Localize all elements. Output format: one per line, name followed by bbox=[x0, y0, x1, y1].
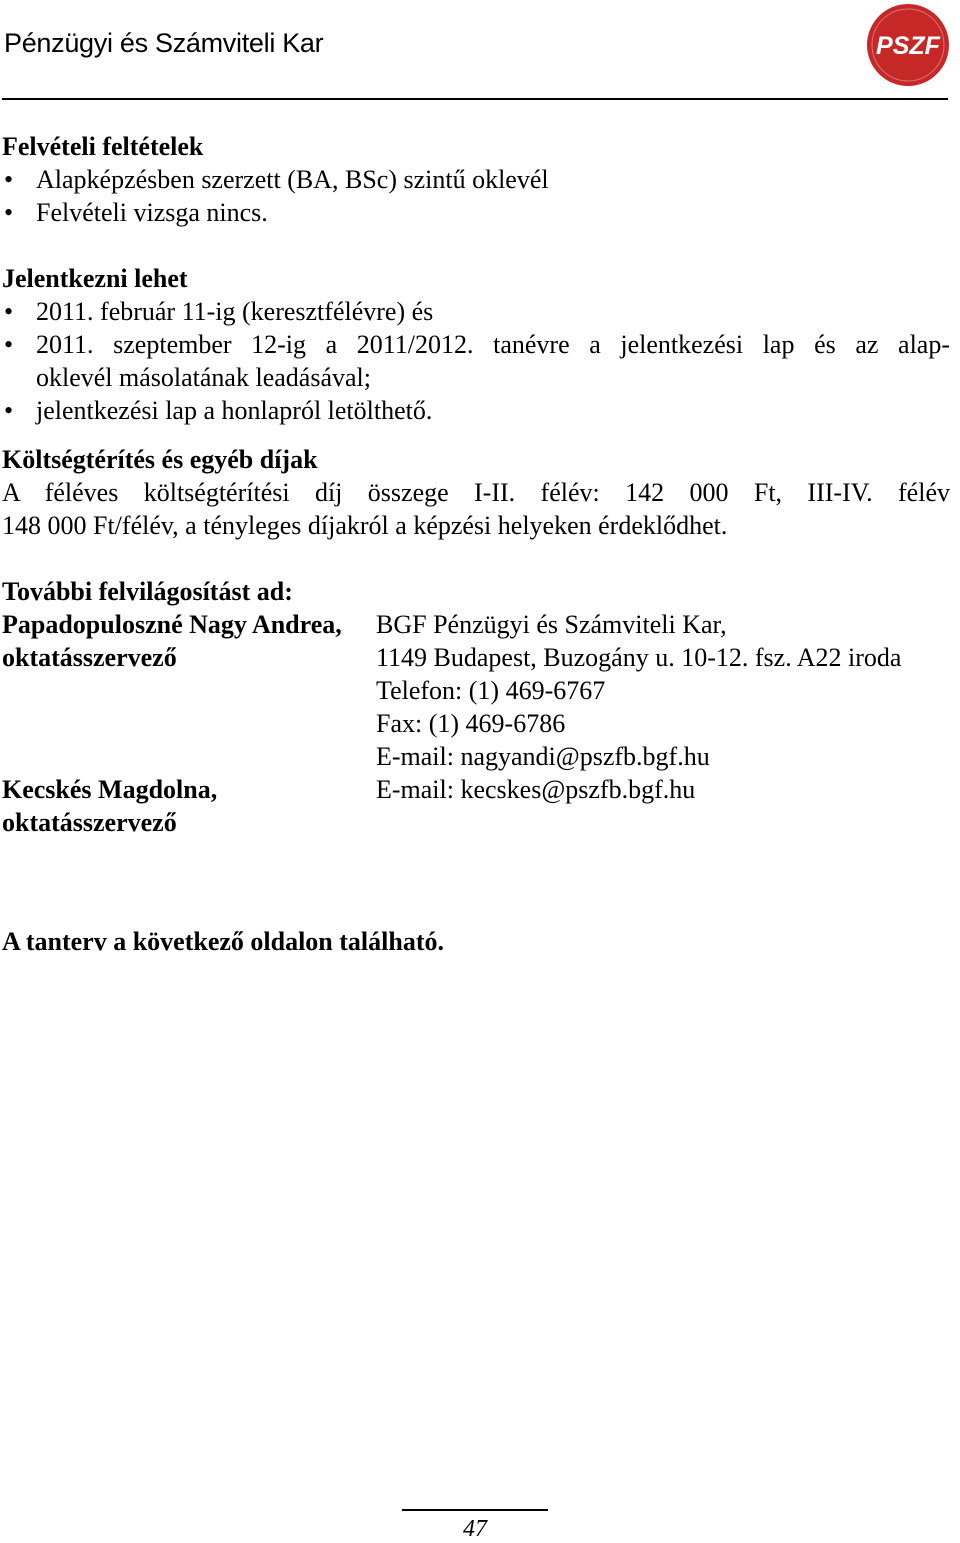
contacts-heading: További felvilágosítást ad: bbox=[2, 577, 293, 606]
contact-role: oktatásszervező bbox=[2, 808, 177, 837]
closing-note: A tanterv a következő oldalon található. bbox=[2, 927, 444, 956]
fees-line: 148 000 Ft/félév, a tényleges díjakról a képzési helyeken érdeklődhet. bbox=[2, 511, 728, 540]
application-heading: Jelentkezni lehet bbox=[2, 264, 188, 293]
contact-person-1 bbox=[2, 608, 376, 773]
fees-line: A féléves költségtérítési díj összege I-II. félév: 142 000 Ft, III-IV. félév bbox=[2, 478, 950, 507]
phone: Telefon: (1) 469-6767 bbox=[376, 676, 606, 705]
fees-heading: Költségtérítés és egyéb díjak bbox=[2, 445, 318, 474]
contact-role: oktatásszervező bbox=[2, 643, 177, 672]
page-number: 47 bbox=[463, 1516, 487, 1542]
contact-name: Papadopuloszné Nagy Andrea, bbox=[2, 610, 342, 639]
list-item: • Felvételi vizsga nincs. bbox=[2, 196, 950, 229]
email-link[interactable]: E-mail: nagyandi@pszfb.bgf.hu bbox=[376, 742, 710, 771]
footer-divider bbox=[402, 1509, 548, 1511]
address: 1149 Budapest, Buzogány u. 10-12. fsz. A22 iroda bbox=[376, 643, 902, 672]
email-link[interactable]: E-mail: kecskes@pszfb.bgf.hu bbox=[376, 775, 696, 804]
admission-list bbox=[2, 163, 950, 229]
document-body bbox=[2, 130, 950, 958]
pszf-logo bbox=[866, 3, 950, 87]
list-item: • 2011. február 11-ig (keresztfélévre) és bbox=[2, 295, 950, 328]
list-item: • Alapképzésben szerzett (BA, BSc) szintű oklevél bbox=[2, 163, 950, 196]
header-divider bbox=[2, 98, 948, 100]
list-item: • jelentkezési lap a honlapról letölthető. bbox=[2, 394, 950, 427]
org-name: BGF Pénzügyi és Számviteli Kar, bbox=[376, 610, 727, 639]
fax: Fax: (1) 469-6786 bbox=[376, 709, 566, 738]
application-list bbox=[2, 295, 950, 427]
list-item-line: oklevél másolatának leadásával; bbox=[36, 363, 371, 392]
svg-text:PSZF: PSZF bbox=[876, 32, 940, 60]
list-item-line: • 2011. szeptember 12-ig a 2011/2012. tanévre a jelentkezési lap és az alap- bbox=[36, 330, 950, 359]
contact-person-2 bbox=[2, 773, 376, 839]
page-header-title: Pénzügyi és Számviteli Kar bbox=[4, 28, 324, 58]
list-item bbox=[2, 328, 950, 394]
contact-name: Kecskés Magdolna, bbox=[2, 775, 218, 804]
contact-details bbox=[376, 608, 950, 773]
admission-heading: Felvételi feltételek bbox=[2, 132, 204, 161]
contacts-table bbox=[2, 608, 950, 839]
